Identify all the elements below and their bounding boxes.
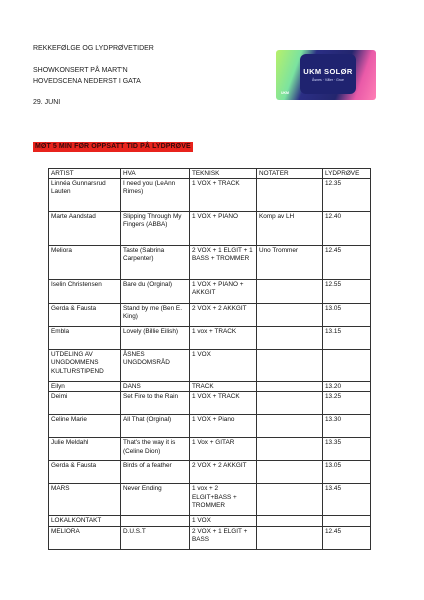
cell-teknisk: 1 VOX + TRACK: [190, 392, 257, 415]
table-row: [49, 382, 371, 392]
cell-artist: Julie Meldahl: [49, 438, 121, 461]
cell-notater: [257, 179, 323, 212]
cell-hva: I need you (LeAnn Rimes): [121, 179, 190, 212]
cell-artist: Eilyn: [49, 382, 121, 392]
cell-hva: All That (Orginal): [121, 415, 190, 438]
cell-notater: [257, 382, 323, 392]
table-row: [49, 516, 371, 526]
cell-lydprove: 13.25: [323, 392, 371, 415]
cell-notater: [257, 392, 323, 415]
cell-artist: Gerda & Fausta: [49, 304, 121, 327]
cell-hva: [121, 516, 190, 526]
cell-notater: [257, 415, 323, 438]
cell-artist: MARS: [49, 484, 121, 516]
col-header-lydprove: LYDPRØVE: [323, 169, 371, 179]
cell-artist: Celine Marie: [49, 415, 121, 438]
cell-hva: ÅSNES UNGDOMSRÅD: [121, 350, 190, 382]
logo-panel: [300, 54, 356, 94]
table-row: [49, 415, 371, 438]
cell-artist: MELIORA: [49, 526, 121, 549]
table-row: [49, 526, 371, 549]
cell-artist: Embla: [49, 327, 121, 350]
cell-notater: [257, 350, 323, 382]
cell-artist: Deimi: [49, 392, 121, 415]
cell-lydprove: 12.45: [323, 526, 371, 549]
cell-teknisk: 2 VOX + 2 AKKGIT: [190, 461, 257, 484]
table-row: [49, 246, 371, 280]
cell-notater: [257, 280, 323, 304]
cell-artist: Gerda & Fausta: [49, 461, 121, 484]
col-header-notater: NOTATER: [257, 169, 323, 179]
cell-hva: D.U.S.T: [121, 526, 190, 549]
cell-lydprove: 13.05: [323, 304, 371, 327]
cell-lydprove: [323, 516, 371, 526]
cell-hva: That's the way it is (Celine Dion): [121, 438, 190, 461]
cell-lydprove: 12.55: [323, 280, 371, 304]
cell-hva: Taste (Sabrina Carpenter): [121, 246, 190, 280]
cell-teknisk: 1 VOX: [190, 350, 257, 382]
table-row: [49, 392, 371, 415]
cell-notater: Komp av LH: [257, 212, 323, 246]
col-header-teknisk: TEKNISK: [190, 169, 257, 179]
cell-notater: Uno Trommer: [257, 246, 323, 280]
cell-lydprove: 13.05: [323, 461, 371, 484]
col-header-artist: ARTIST: [49, 169, 121, 179]
cell-lydprove: [323, 350, 371, 382]
table-row: [49, 179, 371, 212]
header-line-3: HOVEDSCENA NEDERST I GATA: [33, 78, 141, 85]
cell-lydprove: 13.30: [323, 415, 371, 438]
cell-notater: [257, 484, 323, 516]
table-row: [49, 304, 371, 327]
cell-lydprove: 13.45: [323, 484, 371, 516]
logo-subtitle: Åsnes · Våler · Grue: [312, 78, 344, 82]
cell-teknisk: 2 VOX + 2 AKKGIT: [190, 304, 257, 327]
header-date: 29. JUNI: [33, 99, 61, 106]
cell-teknisk: 1 VOX + TRACK: [190, 179, 257, 212]
cell-artist: LOKALKONTAKT: [49, 516, 121, 526]
cell-teknisk: 1 vox + TRACK: [190, 327, 257, 350]
cell-teknisk: 1 vox + 2 ELGIT+BASS + TROMMER: [190, 484, 257, 516]
cell-notater: [257, 526, 323, 549]
cell-artist: Meliora: [49, 246, 121, 280]
cell-teknisk: 1 VOX + PIANO + AKKGIT: [190, 280, 257, 304]
cell-hva: Birds of a feather: [121, 461, 190, 484]
cell-teknisk: 1 Vox + GITAR: [190, 438, 257, 461]
cell-artist: Linnéa Gunnarsrud Lauten: [49, 179, 121, 212]
cell-teknisk: 2 VOX + 1 ELGIT + BASS: [190, 526, 257, 549]
ukm-solor-logo: [276, 50, 376, 100]
cell-teknisk: TRACK: [190, 382, 257, 392]
cell-artist: Marte Aandstad: [49, 212, 121, 246]
table-row: [49, 327, 371, 350]
table-row: [49, 438, 371, 461]
table-row: [49, 461, 371, 484]
cell-teknisk: 1 VOX: [190, 516, 257, 526]
cell-lydprove: 13.15: [323, 327, 371, 350]
cell-notater: [257, 438, 323, 461]
cell-hva: Lovely (Billie Eilish): [121, 327, 190, 350]
table-row: [49, 484, 371, 516]
table-header-row: [49, 169, 371, 179]
notice-banner: MØT 5 MIN FØR OPPSATT TID PÅ LYDPRØVE: [35, 143, 191, 150]
table-row: [49, 280, 371, 304]
table-row: [49, 350, 371, 382]
cell-hva: Set Fire to the Rain: [121, 392, 190, 415]
cell-notater: [257, 327, 323, 350]
schedule-table: [48, 168, 371, 550]
header-line-1: REKKEFØLGE OG LYDPRØVETIDER: [33, 45, 154, 52]
cell-hva: Slipping Through My Fingers (ABBA): [121, 212, 190, 246]
cell-teknisk: 1 VOX + Piano: [190, 415, 257, 438]
table-row: [49, 212, 371, 246]
col-header-hva: HVA: [121, 169, 190, 179]
cell-notater: [257, 304, 323, 327]
cell-notater: [257, 461, 323, 484]
cell-hva: DANS: [121, 382, 190, 392]
cell-lydprove: 13.35: [323, 438, 371, 461]
cell-lydprove: 12.40: [323, 212, 371, 246]
cell-lydprove: 12.35: [323, 179, 371, 212]
cell-teknisk: 2 VOX + 1 ELGIT + 1 BASS + TROMMER: [190, 246, 257, 280]
cell-hva: Never Ending: [121, 484, 190, 516]
logo-title: UKM SOLØR: [303, 67, 353, 76]
cell-hva: Stand by me (Ben E. King): [121, 304, 190, 327]
cell-notater: [257, 516, 323, 526]
cell-artist: Iselin Christensen: [49, 280, 121, 304]
cell-artist: UTDELING AV UNGDOMMENS KULTURSTIPEND: [49, 350, 121, 382]
logo-mark: UKM: [281, 91, 289, 95]
cell-lydprove: 12.45: [323, 246, 371, 280]
cell-lydprove: 13.20: [323, 382, 371, 392]
cell-hva: Bare du (Orginal): [121, 280, 190, 304]
cell-teknisk: 1 VOX + PIANO: [190, 212, 257, 246]
header-line-2: SHOWKONSERT PÅ MART'N: [33, 67, 128, 74]
